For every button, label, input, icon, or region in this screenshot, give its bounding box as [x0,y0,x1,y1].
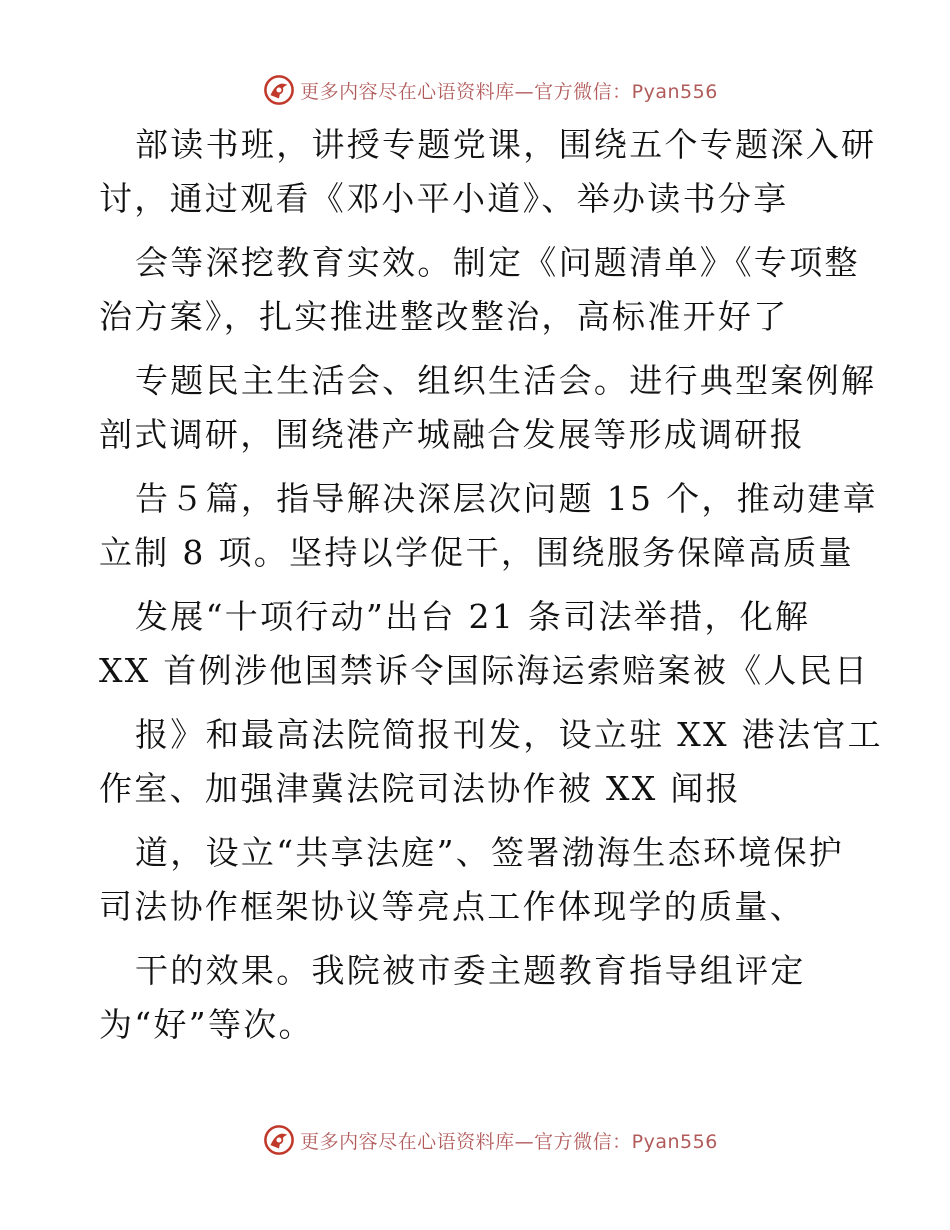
footer-banner-text: 更多内容尽在心语资料库—官方微信：Pyan556 [300,1130,718,1153]
body-line: 发展“十项行动”出台 21 条司法举措，化解 [135,597,811,636]
body-line: 干的效果。我院被市委主题教育指导组评定 [135,951,806,990]
body-line: 报》和最高法院简报刊发，设立驻 XX 港法官工 [135,715,883,754]
body-line: 剖式调研，围绕港产城融合发展等形成调研报 [99,415,805,454]
body-line: 治方案》，扎实推进整改整治，高标准开好了 [99,297,789,336]
body-line: 司法协作框架协议等亮点工作体现学的质量、 [99,887,805,926]
body-line: 专题民主生活会、组织生活会。进行典型案例解 [135,361,877,400]
body-line: 道，设立“共享法庭”、签署渤海生态环境保护 [135,833,845,872]
footer-banner [0,1122,950,1158]
header-banner-text: 更多内容尽在心语资料库—官方微信：Pyan556 [300,80,718,103]
body-line: 为“好”等次。 [99,1005,314,1044]
header-banner [0,72,950,108]
swirl-logo-icon [262,73,296,107]
body-line: 作室、加强津冀法院司法协作被 XX 闻报 [99,769,741,808]
swirl-logo-icon [262,1123,296,1157]
body-line: 讨，通过观看《邓小平小道》、举办读书分享 [99,179,789,218]
body-line: 立制 8 项。坚持以学促干，围绕服务保障高质量 [99,533,854,572]
body-line: 部读书班，讲授专题党课，围绕五个专题深入研 [135,125,877,164]
body-line: XX 首例涉他国禁诉令国际海运索赔案被《人民日 [99,651,870,690]
body-line: 告５篇，指导解决深层次问题 15 个，推动建章 [135,479,878,518]
body-line: 会等深挖教育实效。制定《问题清单》《专项整 [135,243,860,282]
